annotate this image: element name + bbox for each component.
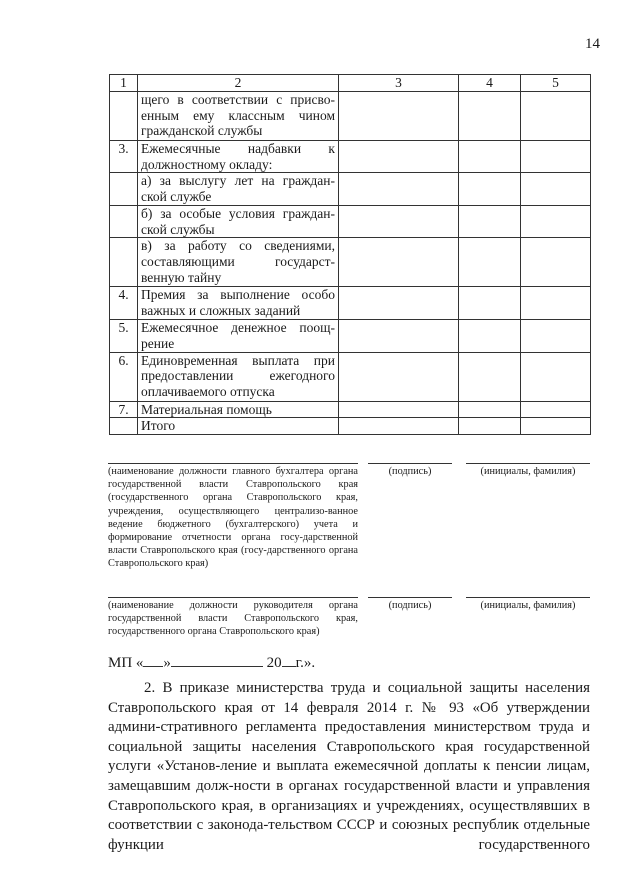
signature-caption: (подпись)	[388, 466, 432, 477]
empty-cell	[459, 238, 521, 287]
empty-cell	[459, 173, 521, 206]
table-row	[110, 92, 591, 141]
row-text: Единовременная выплата при предоставлении ежегодного оплачиваемого отпуска	[138, 352, 339, 401]
empty-cell	[339, 92, 459, 141]
table-header-cell: 4	[459, 75, 521, 92]
table-row	[110, 141, 591, 173]
row-number: 6.	[110, 352, 138, 401]
empty-cell	[339, 238, 459, 287]
empty-cell	[521, 238, 591, 287]
table-row	[110, 206, 591, 238]
table-header-cell: 3	[339, 75, 459, 92]
row-number: 4.	[110, 287, 138, 320]
empty-cell	[339, 206, 459, 238]
table-header-cell: 2	[138, 75, 339, 92]
table-row	[110, 352, 591, 401]
empty-cell	[339, 141, 459, 173]
empty-cell	[339, 418, 459, 435]
stamp-date-line	[108, 652, 315, 672]
empty-cell	[521, 141, 591, 173]
row-number: 5.	[110, 320, 138, 352]
month-blank	[171, 652, 263, 667]
row-number: 7.	[110, 401, 138, 418]
name-caption: (инициалы, фамилия)	[480, 600, 576, 611]
empty-cell	[521, 352, 591, 401]
empty-cell	[459, 206, 521, 238]
row-text: Ежемесячные надбавки к должностному окладу:	[138, 141, 339, 173]
empty-cell	[521, 320, 591, 352]
row-number	[110, 92, 138, 141]
empty-cell	[521, 401, 591, 418]
year-blank	[282, 652, 296, 667]
payment-table	[109, 74, 591, 435]
empty-cell	[339, 287, 459, 320]
empty-cell	[521, 287, 591, 320]
empty-cell	[521, 92, 591, 141]
signature-caption: (подпись)	[388, 600, 432, 611]
empty-cell	[459, 92, 521, 141]
table-row	[110, 320, 591, 352]
table-header-cell: 1	[110, 75, 138, 92]
empty-cell	[459, 352, 521, 401]
row-text: в) за работу со сведениями, составляющими государст-венную тайну	[138, 238, 339, 287]
row-number: 3.	[110, 141, 138, 173]
position-description: (наименование должности руководителя органа государственной власти Ставропольского края, государственного органа Ставропольского края)	[108, 600, 358, 638]
quote-close: »	[163, 655, 171, 671]
empty-cell	[459, 401, 521, 418]
empty-cell	[459, 320, 521, 352]
year-suffix: г.».	[295, 655, 316, 671]
empty-cell	[521, 173, 591, 206]
table-row	[110, 401, 591, 418]
stamp-label: МП «	[108, 655, 144, 671]
row-text: Итого	[138, 418, 339, 435]
empty-cell	[339, 352, 459, 401]
table-header-row	[110, 75, 591, 92]
year-prefix: 20	[266, 655, 282, 671]
row-text: щего в соответствии с присво-енным ему классным чином гражданской службы	[138, 92, 339, 141]
table-header-cell: 5	[521, 75, 591, 92]
row-number	[110, 206, 138, 238]
empty-cell	[521, 418, 591, 435]
empty-cell	[459, 287, 521, 320]
page-number: 14	[585, 36, 600, 52]
empty-cell	[459, 418, 521, 435]
empty-cell	[339, 173, 459, 206]
name-caption: (инициалы, фамилия)	[480, 466, 576, 477]
table-row	[110, 418, 591, 435]
position-description: (наименование должности главного бухгалтера органа государственной власти Ставропольского края (государственного органа Ставропольского края, учреждения, осуществляющего централизо-ванное ведение бюджетного (бухгалтерского) учета и формирование отчетности органа госу-дарственной власти Ставропольского края (госу-дарственного органа Ставропольского края)	[108, 466, 358, 570]
empty-cell	[459, 141, 521, 173]
empty-cell	[339, 401, 459, 418]
day-blank	[143, 652, 163, 667]
body-paragraph: 2. В приказе министерства труда и социальной защиты населения Ставропольского края от 14 февраля 2014 г. № 93 «Об утверждении админи-стративного регламента предоставления министерством труда и социальной защиты населения Ставропольского края государственной услуги «Установ-ление и выплата ежемесячной доплаты к пенсии лицам, замещавшим долж-ности в органах государственной власти и управления Ставропольского края, в организациях и учреждениях, осуществлявших в соответствии с законода-тельством СССР и союзных республик отдельные функции государственного	[108, 680, 590, 853]
table-row	[110, 287, 591, 320]
row-number	[110, 173, 138, 206]
row-text: Премия за выполнение особо важных и сложных заданий	[138, 287, 339, 320]
table-row	[110, 173, 591, 206]
empty-cell	[339, 320, 459, 352]
table-row	[110, 238, 591, 287]
row-number	[110, 418, 138, 435]
row-text: б) за особые условия граждан-ской службы	[138, 206, 339, 238]
row-text: а) за выслугу лет на граждан-ской службе	[138, 173, 339, 206]
row-text: Ежемесячное денежное поощ-рение	[138, 320, 339, 352]
empty-cell	[521, 206, 591, 238]
row-number	[110, 238, 138, 287]
row-text: Материальная помощь	[138, 401, 339, 418]
